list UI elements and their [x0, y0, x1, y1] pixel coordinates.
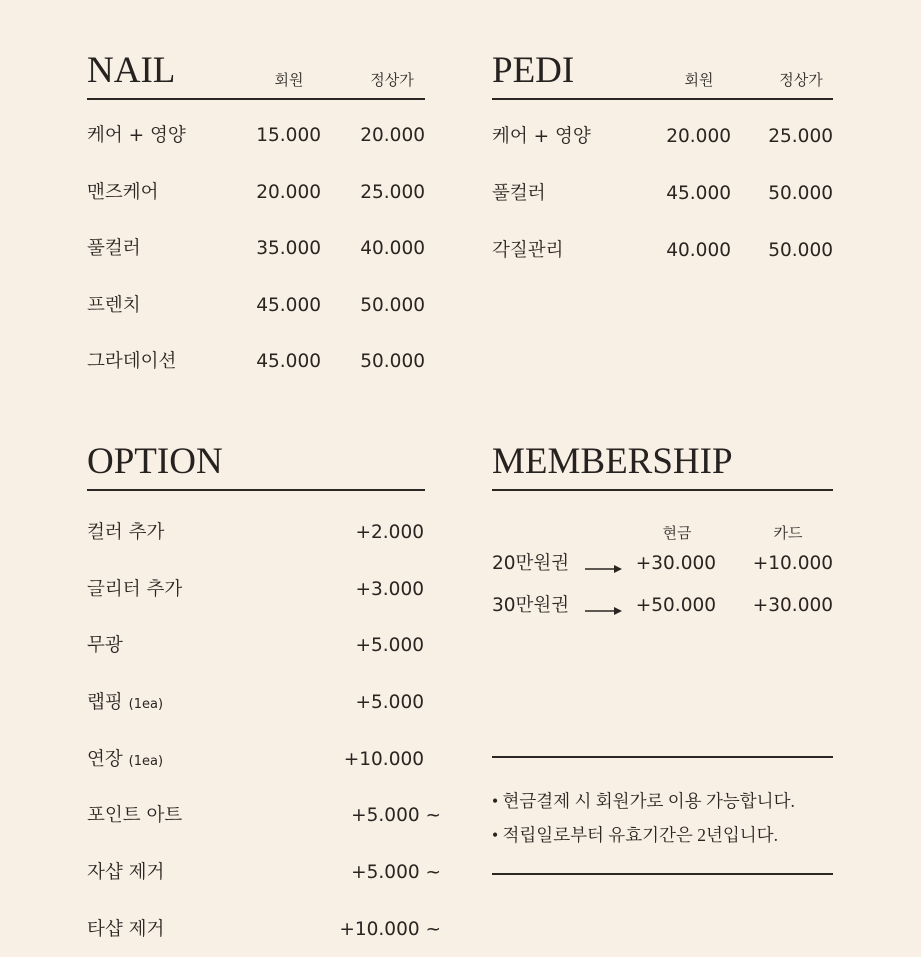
option-item-name: 포인트 아트	[87, 805, 183, 826]
nail-item-row	[87, 294, 425, 318]
note-cash-member-price: • 현금결제 시 회원가로 이용 가능합니다.	[492, 791, 795, 811]
pedi-item-row	[492, 125, 833, 149]
nail-item-row	[87, 124, 425, 148]
nail-item-name: 맨즈케어	[87, 182, 159, 203]
option-item-name: 타샵 제거	[87, 919, 165, 940]
option-section	[87, 443, 447, 948]
notes-bottom-rule	[492, 873, 833, 875]
nail-item-member-price: 45.000	[256, 351, 321, 372]
pedi-section	[492, 52, 833, 282]
option-item-price: +5.000 ~	[351, 805, 441, 826]
pedi-title: PEDI	[492, 50, 575, 91]
arrow-right-icon	[585, 558, 623, 570]
notes-top-rule	[492, 756, 833, 758]
option-item-price: +5.000	[355, 635, 424, 656]
option-item-name: 무광	[87, 635, 123, 656]
nail-item-name: 프렌치	[87, 295, 141, 316]
membership-rule	[492, 489, 833, 491]
nail-item-row	[87, 237, 425, 261]
pedi-item-row	[492, 239, 833, 263]
option-item-price: +5.000 ~	[351, 862, 441, 883]
note-validity: • 적립일로부터 유효기간은 2년입니다.	[492, 825, 778, 845]
membership-tier-card: +10.000	[752, 553, 833, 574]
option-item-row	[87, 578, 447, 602]
membership-tier-row	[492, 552, 833, 576]
pedi-item-member-price: 40.000	[666, 240, 731, 261]
membership-col-cash: 현금	[662, 524, 692, 542]
nail-item-regular-price: 50.000	[360, 295, 425, 316]
option-item-label	[87, 804, 182, 828]
pedi-col-member: 회원	[684, 71, 714, 89]
nail-item-member-price: 35.000	[256, 238, 321, 259]
membership-tier-row	[492, 594, 833, 618]
membership-tier-name: 30만원권	[492, 595, 570, 616]
option-rule	[87, 489, 425, 491]
nail-item-member-price: 45.000	[256, 295, 321, 316]
nail-col-member: 회원	[274, 71, 304, 89]
option-item-row	[87, 918, 447, 942]
option-item-name: 컬러 추가	[87, 522, 165, 543]
option-item-unit: (1ea)	[128, 697, 164, 712]
nail-item-regular-price: 25.000	[360, 182, 425, 203]
membership-tier-card: +30.000	[752, 595, 833, 616]
membership-title: MEMBERSHIP	[492, 441, 733, 482]
arrow-right-icon	[585, 600, 623, 612]
pedi-item-row	[492, 182, 833, 206]
nail-item-member-price: 20.000	[256, 182, 321, 203]
option-item-name: 글리터 추가	[87, 579, 183, 600]
option-item-unit: (1ea)	[128, 754, 164, 769]
membership-tier-cash: +30.000	[635, 553, 716, 574]
nail-item-name: 케어 + 영양	[87, 125, 186, 146]
nail-title: NAIL	[87, 50, 176, 91]
option-item-name: 랩핑	[87, 692, 123, 713]
pedi-item-regular-price: 50.000	[768, 183, 833, 204]
pedi-item-regular-price: 25.000	[768, 126, 833, 147]
option-item-price: +10.000 ~	[339, 919, 441, 940]
option-item-label	[87, 861, 164, 885]
option-item-row	[87, 748, 447, 772]
option-item-row	[87, 634, 447, 658]
membership-section	[492, 443, 833, 883]
option-item-name: 자샵 제거	[87, 862, 165, 883]
option-item-row	[87, 691, 447, 715]
nail-section	[87, 52, 425, 392]
nail-item-member-price: 15.000	[256, 125, 321, 146]
pedi-item-regular-price: 50.000	[768, 240, 833, 261]
nail-item-name: 그라데이션	[87, 351, 177, 372]
option-title: OPTION	[87, 441, 223, 482]
membership-tier-cash: +50.000	[635, 595, 716, 616]
pedi-item-name: 풀컬러	[492, 183, 546, 204]
option-item-label	[87, 521, 164, 545]
membership-tier-name: 20만원권	[492, 553, 570, 574]
pedi-col-regular: 정상가	[779, 71, 823, 89]
nail-item-row	[87, 350, 425, 374]
option-item-price: +5.000	[355, 692, 424, 713]
nail-item-regular-price: 40.000	[360, 238, 425, 259]
option-item-label	[87, 578, 182, 602]
option-item-row	[87, 861, 447, 885]
option-item-price: +3.000	[355, 579, 424, 600]
pedi-item-member-price: 45.000	[666, 183, 731, 204]
nail-col-regular: 정상가	[370, 71, 414, 89]
option-item-label	[87, 691, 163, 717]
option-item-label	[87, 918, 164, 942]
nail-item-regular-price: 50.000	[360, 351, 425, 372]
nail-item-name: 풀컬러	[87, 238, 141, 259]
option-item-name: 연장	[87, 749, 123, 770]
nail-item-regular-price: 20.000	[360, 125, 425, 146]
nail-rule	[87, 98, 425, 100]
pedi-item-name: 각질관리	[492, 240, 564, 261]
nail-item-row	[87, 181, 425, 205]
membership-col-card: 카드	[773, 524, 803, 542]
option-item-price: +2.000	[355, 522, 424, 543]
option-item-row	[87, 804, 447, 828]
pedi-item-member-price: 20.000	[666, 126, 731, 147]
option-item-label	[87, 634, 123, 658]
pedi-rule	[492, 98, 833, 100]
option-item-row	[87, 521, 447, 545]
pedi-item-name: 케어 + 영양	[492, 126, 591, 147]
option-item-label	[87, 748, 163, 774]
option-item-price: +10.000	[343, 749, 424, 770]
